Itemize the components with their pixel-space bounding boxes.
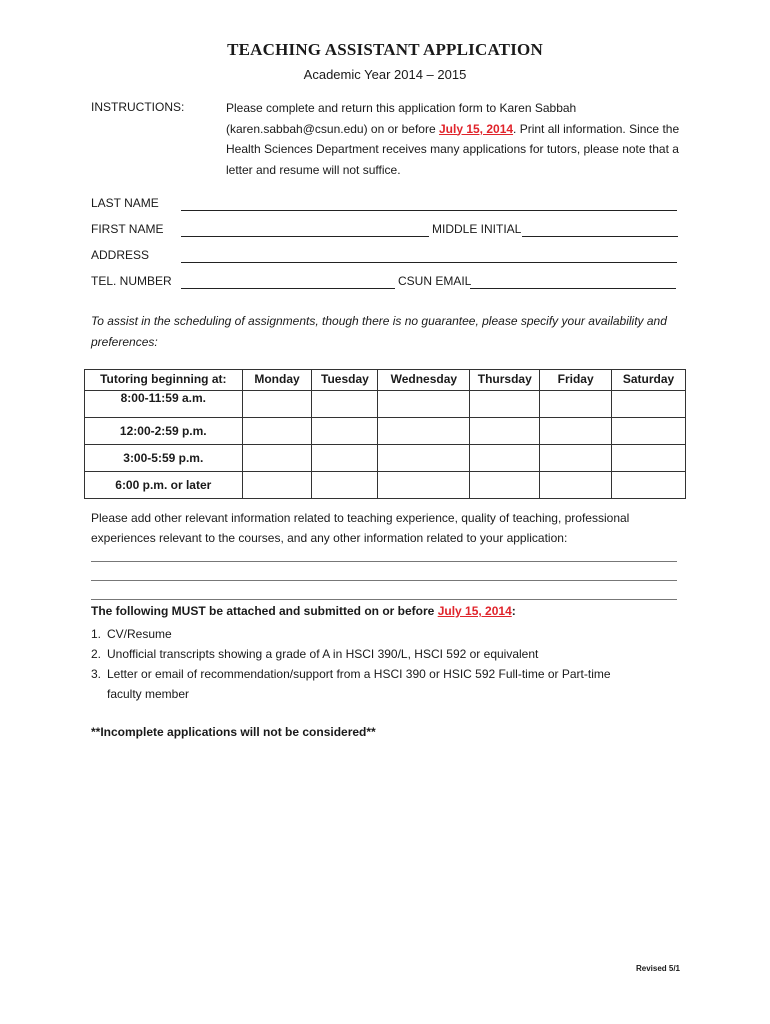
- other-info-prompt: Please add other relevant information related to teaching experience, quality of teaching, professional experiences relevant to the courses, and any other information related to your application:: [91, 511, 630, 545]
- availability-cell[interactable]: [312, 445, 378, 472]
- requirements-deadline: July 15, 2014: [437, 604, 512, 618]
- availability-note: To assist in the scheduling of assignments, though there is no guarantee, please specify your availability and preferences:: [91, 314, 667, 349]
- tel-number-label: TEL. NUMBER: [91, 274, 172, 288]
- availability-cell[interactable]: [378, 418, 470, 445]
- page-title: TEACHING ASSISTANT APPLICATION: [227, 40, 543, 59]
- instructions-text: [226, 98, 686, 180]
- middle-initial-field[interactable]: [522, 236, 678, 237]
- instructions-label: INSTRUCTIONS:: [91, 100, 185, 114]
- first-name-field[interactable]: [181, 236, 429, 237]
- availability-cell[interactable]: [540, 472, 612, 499]
- time-slot-label: 12:00-2:59 p.m.: [85, 418, 243, 445]
- list-item-continuation: faculty member: [107, 687, 190, 701]
- middle-initial-label: MIDDLE INITIAL: [432, 222, 522, 236]
- availability-cell[interactable]: [612, 418, 686, 445]
- requirements-heading: [91, 604, 516, 618]
- availability-cell[interactable]: [378, 445, 470, 472]
- day-header-tuesday: Tuesday: [312, 370, 378, 391]
- time-slot-label: 3:00-5:59 p.m.: [85, 445, 243, 472]
- instructions-text-part2: . Print all information. Since the Health Sciences Department receives many applications for tutors, please note that a letter and resume will not suffice.: [226, 121, 680, 177]
- availability-cell[interactable]: [242, 418, 312, 445]
- requirements-heading-part2: :: [511, 604, 516, 618]
- availability-cell[interactable]: [540, 391, 612, 418]
- table-row: [85, 472, 686, 499]
- incomplete-warning: **Incomplete applications will not be considered**: [91, 725, 376, 739]
- academic-year: Academic Year 2014 – 2015: [303, 67, 467, 82]
- availability-cell[interactable]: [470, 445, 540, 472]
- availability-cell[interactable]: [242, 391, 312, 418]
- day-header-thursday: Thursday: [470, 370, 540, 391]
- availability-cell[interactable]: [540, 418, 612, 445]
- csun-email-label: CSUN EMAIL: [398, 274, 472, 288]
- table-row: [85, 418, 686, 445]
- last-name-label: LAST NAME: [91, 196, 159, 210]
- other-info-line[interactable]: [91, 599, 677, 600]
- list-item-number: 3.: [91, 667, 102, 681]
- availability-cell[interactable]: [378, 472, 470, 499]
- day-header-saturday: Saturday: [612, 370, 686, 391]
- last-name-field[interactable]: [181, 210, 677, 211]
- first-name-label: FIRST NAME: [91, 222, 164, 236]
- list-item: [91, 644, 671, 664]
- day-header-monday: Monday: [242, 370, 312, 391]
- availability-table: [84, 369, 686, 499]
- availability-cell[interactable]: [312, 391, 378, 418]
- list-item-text: CV/Resume: [107, 627, 172, 641]
- availability-cell[interactable]: [540, 445, 612, 472]
- list-item-text: Letter or email of recommendation/support from a HSCI 390 or HSIC 592 Full-time or Part-time: [107, 667, 611, 681]
- availability-cell[interactable]: [612, 391, 686, 418]
- list-item: [91, 624, 671, 644]
- list-item-text: Unofficial transcripts showing a grade of A in HSCI 390/L, HSCI 592 or equivalent: [107, 647, 539, 661]
- requirements-heading-part1: The following MUST be attached and submitted on or before: [91, 604, 438, 618]
- table-row: [85, 391, 686, 418]
- availability-cell[interactable]: [378, 391, 470, 418]
- availability-cell[interactable]: [470, 472, 540, 499]
- table-row: [85, 445, 686, 472]
- instructions-deadline: July 15, 2014: [438, 121, 514, 136]
- day-header-wednesday: Wednesday: [378, 370, 470, 391]
- list-item-number: 1.: [91, 627, 102, 641]
- table-header-row: [85, 370, 686, 391]
- availability-cell[interactable]: [612, 472, 686, 499]
- address-field[interactable]: [181, 262, 677, 263]
- availability-cell[interactable]: [242, 472, 312, 499]
- address-label: ADDRESS: [91, 248, 150, 262]
- instructions-text-part1: Please complete and return this application form to Karen Sabbah (karen.sabbah@csun.edu) on or before: [226, 101, 577, 136]
- availability-cell[interactable]: [470, 391, 540, 418]
- other-info-line[interactable]: [91, 580, 677, 581]
- list-item-number: 2.: [91, 647, 102, 661]
- availability-cell[interactable]: [470, 418, 540, 445]
- tutoring-header: Tutoring beginning at:: [85, 370, 243, 391]
- day-header-friday: Friday: [540, 370, 612, 391]
- availability-cell[interactable]: [242, 445, 312, 472]
- time-slot-label: 6:00 p.m. or later: [85, 472, 243, 499]
- other-info-line[interactable]: [91, 561, 677, 562]
- csun-email-field[interactable]: [470, 288, 676, 289]
- availability-cell[interactable]: [312, 418, 378, 445]
- list-item: [91, 664, 671, 704]
- revised-note: Revised 5/1: [635, 964, 680, 973]
- availability-cell[interactable]: [612, 445, 686, 472]
- time-slot-label: 8:00-11:59 a.m.: [85, 391, 243, 418]
- availability-cell[interactable]: [312, 472, 378, 499]
- tel-number-field[interactable]: [181, 288, 395, 289]
